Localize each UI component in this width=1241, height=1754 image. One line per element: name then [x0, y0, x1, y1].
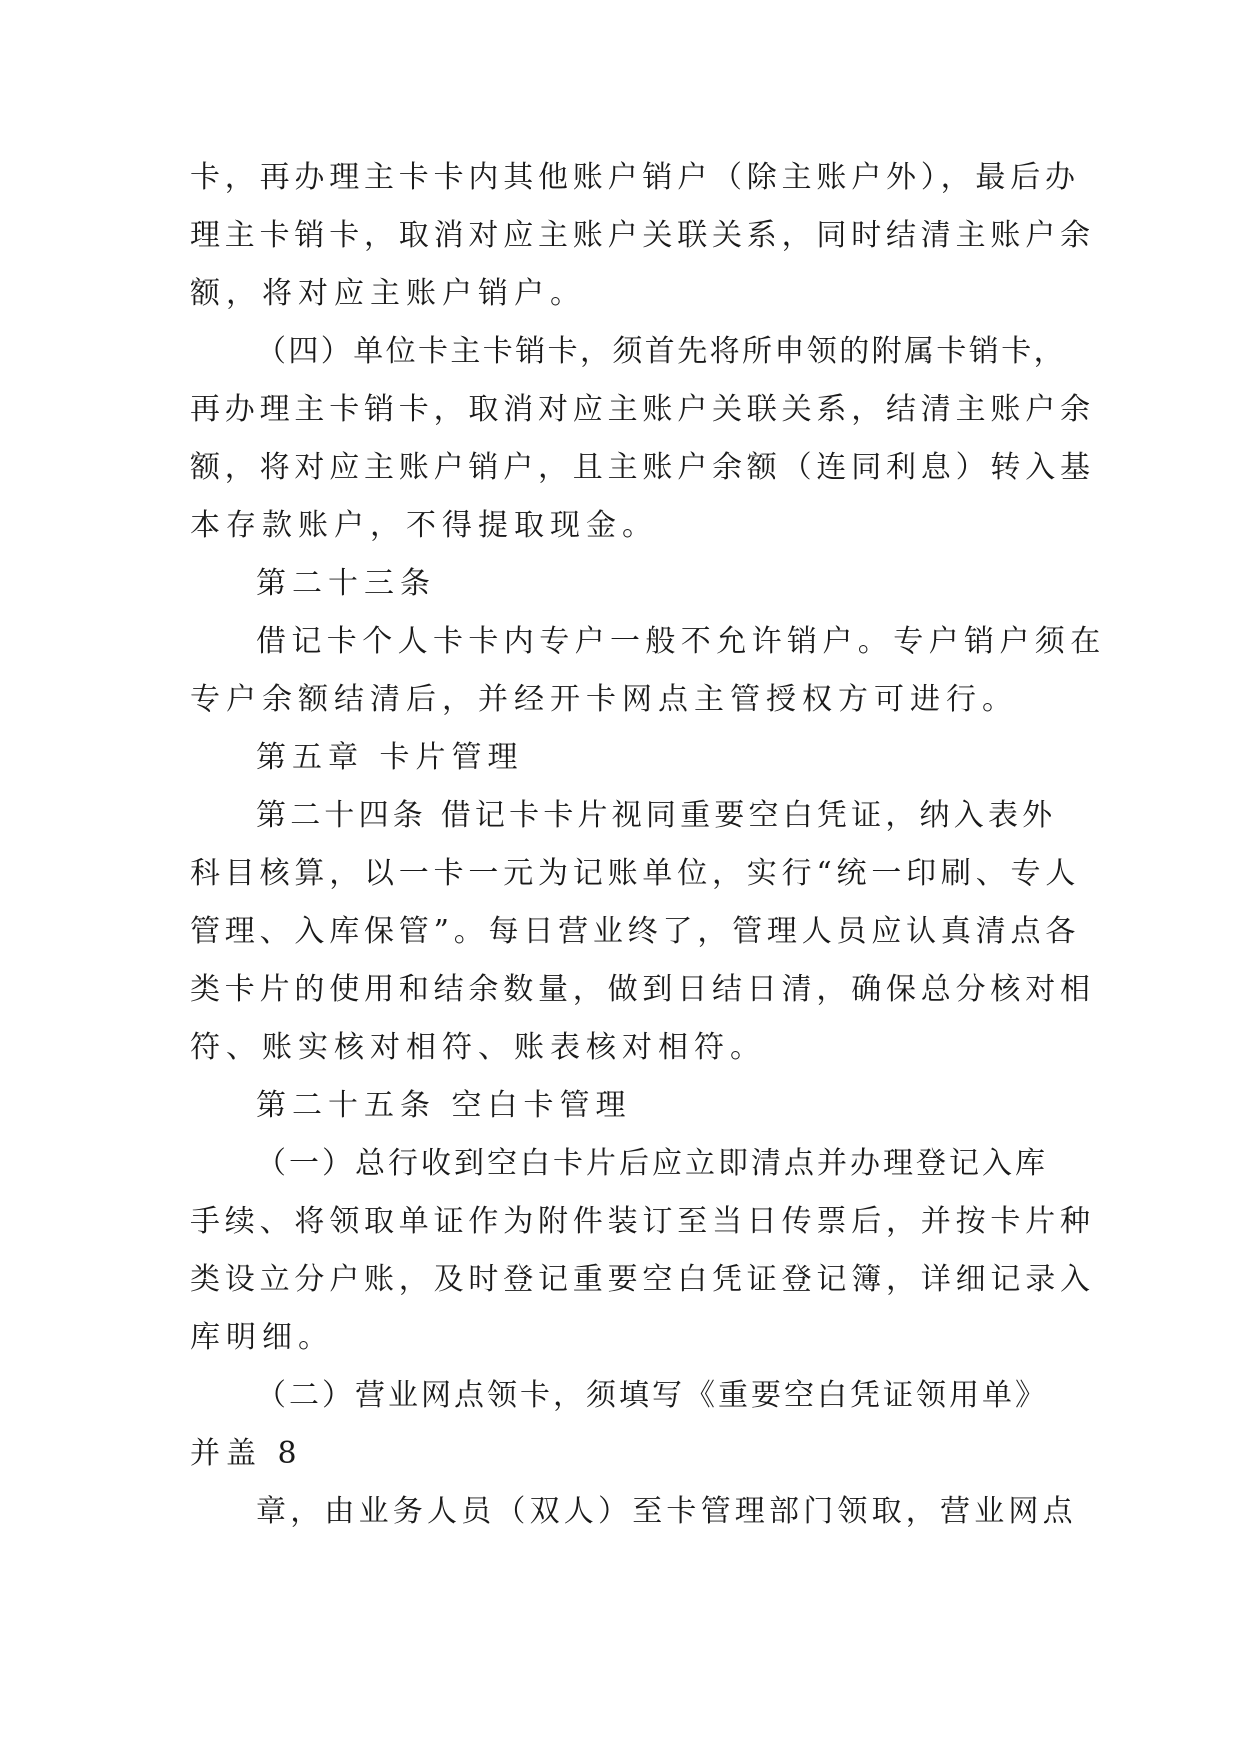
text-line: 借记卡个人卡卡内专户一般不允许销户。专户销户须在: [256, 624, 1106, 659]
chapter-heading: 第五章 卡片管理: [256, 740, 524, 775]
text-line: 本存款账户，不得提取现金。: [190, 508, 658, 543]
text-line: 第二十四条 借记卡卡片视同重要空白凭证，纳入表外: [256, 798, 1057, 833]
article-heading: 第二十三条: [256, 566, 436, 601]
text-line: 手续、将领取单证作为附件装订至当日传票后，并按卡片种: [190, 1204, 1095, 1239]
text-line: （一）总行收到空白卡片后应立即清点并办理登记入库: [256, 1146, 1048, 1181]
text-line: 额，将对应主账户销户，且主账户余额（连同利息）转入基: [190, 450, 1095, 485]
text-line: （二）营业网点领卡，须填写《重要空白凭证领用单》: [256, 1378, 1048, 1413]
text-line: 卡，再办理主卡卡内其他账户销户（除主账户外），最后办: [190, 160, 1080, 195]
text-line: 符、账实核对相符、账表核对相符。: [190, 1030, 766, 1065]
text-line: 管理、入库保管”。每日营业终了，管理人员应认真清点各: [190, 914, 1081, 949]
text-line: （四）单位卡主卡销卡，须首先将所申领的附属卡销卡，: [256, 334, 1066, 369]
text-line: 理主卡销卡，取消对应主账户关联关系，同时结清主账户余: [190, 218, 1095, 253]
text-line: 并盖 8: [190, 1436, 303, 1471]
text-line: 类设立分户账，及时登记重要空白凭证登记簿，详细记录入: [190, 1262, 1095, 1297]
text-line: 额，将对应主账户销户。: [190, 276, 586, 311]
text-line: 库明细。: [190, 1320, 334, 1355]
article-heading: 第二十五条 空白卡管理: [256, 1088, 632, 1123]
text-line: 类卡片的使用和结余数量，做到日结日清，确保总分核对相: [190, 972, 1095, 1007]
text-line: 再办理主卡销卡，取消对应主账户关联关系，结清主账户余: [190, 392, 1095, 427]
text-line: 章，由业务人员（双人）至卡管理部门领取，营业网点: [256, 1494, 1077, 1529]
text-line: 专户余额结清后，并经开卡网点主管授权方可进行。: [190, 682, 1018, 717]
text-line: 科目核算，以一卡一元为记账单位，实行“统一印刷、专人: [190, 856, 1081, 891]
